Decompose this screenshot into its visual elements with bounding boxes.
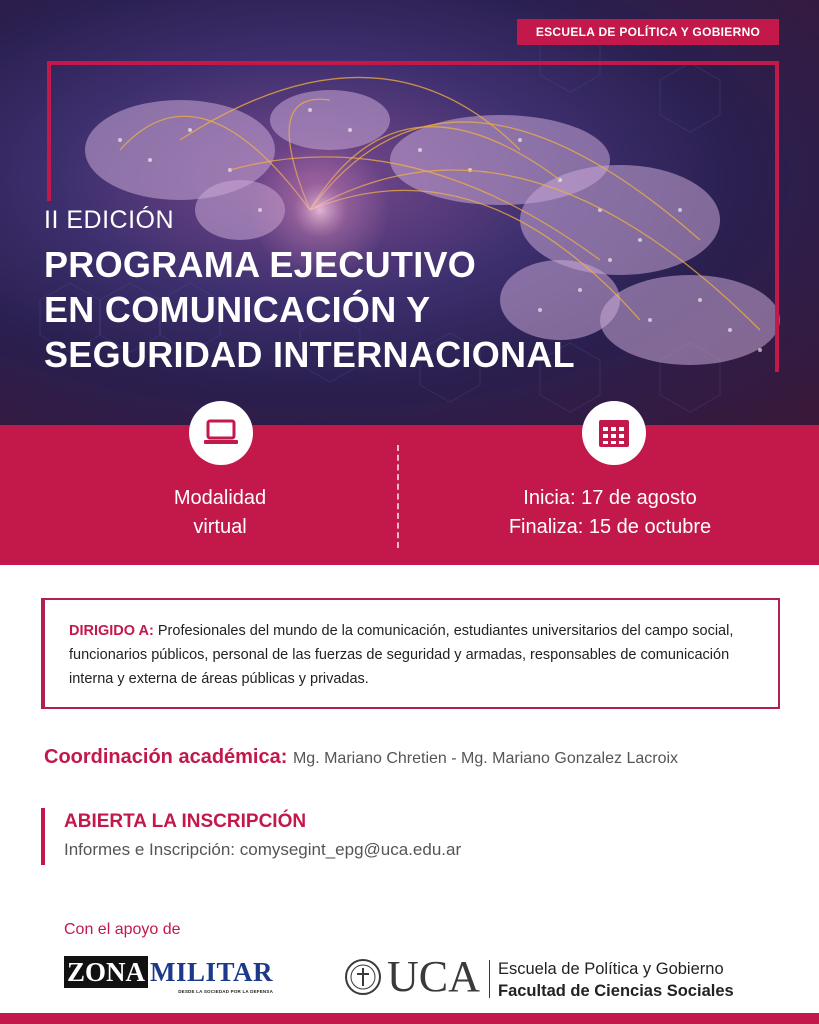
support-label: Con el apoyo de [64, 921, 181, 938]
school-tag: ESCUELA DE POLÍTICA Y GOBIERNO [517, 19, 779, 45]
calendar-icon [597, 417, 631, 449]
target-audience-box [41, 598, 780, 709]
band-divider [397, 445, 399, 548]
title-line-2: EN COMUNICACIÓN Y [44, 289, 431, 330]
title-line-3: SEGURIDAD INTERNACIONAL [44, 334, 575, 375]
registration-title: ABIERTA LA INSCRIPCIÓN [64, 811, 307, 832]
uca-seal-icon [344, 958, 382, 996]
modality-line-2: virtual [193, 516, 247, 538]
coordination-line [44, 746, 678, 769]
program-title [44, 242, 575, 377]
target-audience-text [69, 619, 769, 691]
uca-school-name: Escuela de Política y Gobierno [498, 960, 724, 978]
laptop-icon-badge [189, 401, 253, 465]
bottom-accent-bar [0, 1013, 819, 1024]
title-line-1: PROGRAMA EJECUTIVO [44, 244, 477, 285]
edition-label: II EDICIÓN [44, 206, 175, 234]
zona-militar-logo [64, 956, 273, 996]
zona-logo-part2: MILITAR [150, 957, 274, 987]
target-audience-description: Profesionales del mundo de la comunicación, estudiantes universitarios del campo social, funcionarios públicos, personal de las fuerzas de seguridad y armadas, responsables de comunicación interna y externa de áreas públicas y privadas. [69, 623, 734, 687]
hero-banner [0, 0, 819, 425]
coordination-label: Coordinación académica: [44, 746, 288, 768]
end-date: Finaliza: 15 de octubre [508, 516, 712, 538]
uca-school-block [498, 958, 734, 1002]
frame-line-right [775, 61, 779, 372]
zona-logo-tagline: DESDE LA SOCIEDAD POR LA DEFENSA [178, 989, 274, 994]
uca-logo-text: UCA [387, 952, 480, 1001]
zona-logo-part1: ZONA [64, 956, 148, 988]
uca-faculty-name: Facultad de Ciencias Sociales [498, 982, 734, 1000]
target-audience-label: DIRIGIDO A: [69, 623, 154, 639]
start-date: Inicia: 17 de agosto [523, 487, 697, 509]
uca-divider [489, 960, 490, 998]
modality-text [120, 484, 320, 542]
laptop-icon [202, 418, 240, 448]
registration-info: Informes e Inscripción: comysegint_epg@uca.edu.ar [64, 840, 462, 859]
calendar-icon-badge [582, 401, 646, 465]
frame-line-top [47, 61, 779, 65]
modality-line-1: Modalidad [173, 487, 267, 509]
registration-accent-bar [41, 808, 45, 865]
coordination-names: Mg. Mariano Chretien - Mg. Mariano Gonzalez Lacroix [292, 750, 679, 767]
dates-text [470, 484, 750, 542]
frame-line-left [47, 61, 51, 201]
